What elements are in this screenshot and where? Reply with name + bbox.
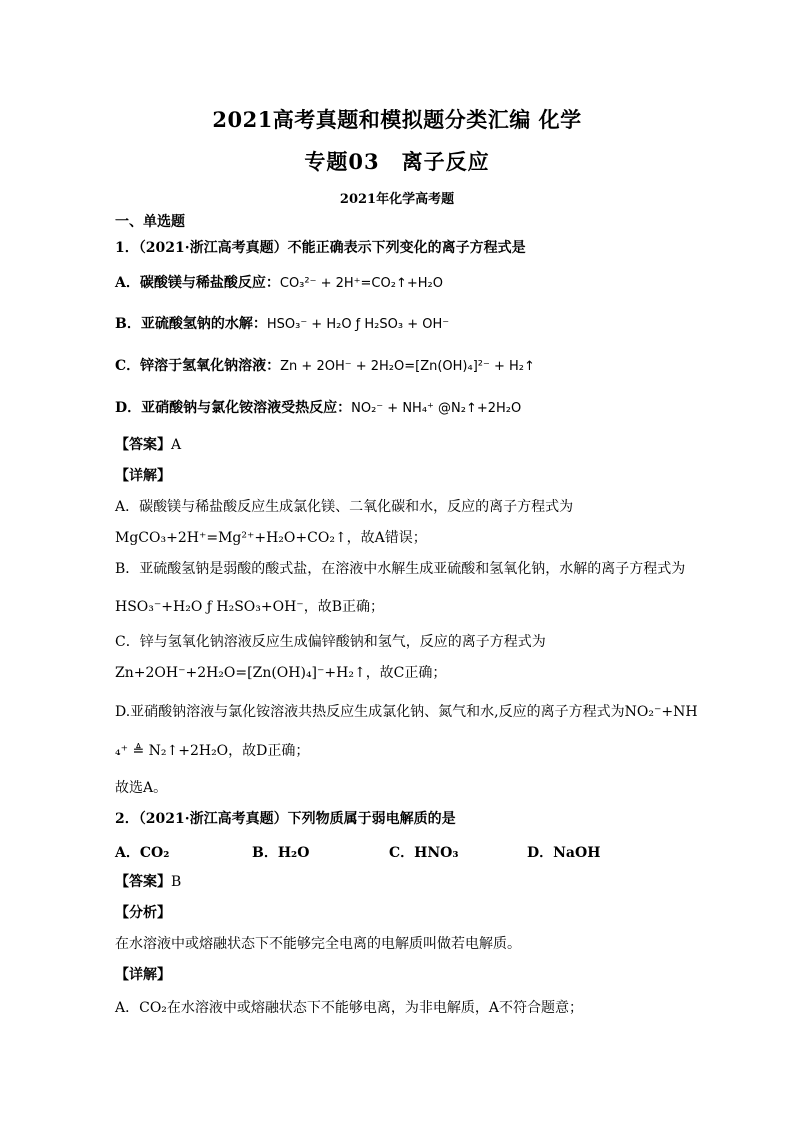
- q2-analysis-tag: 【分析】: [115, 905, 171, 921]
- document-title: 2021高考真题和模拟题分类汇编 化学: [212, 107, 582, 132]
- q2-explain-line-1: A．CO₂在水溶液中或熔融状态下不能够电离，为非电解质，A不符合题意；: [115, 1000, 584, 1016]
- q1-option-c-formula: Zn + 2OH⁻ + 2H₂O=[Zn(OH)₄]²⁻ + H₂↑: [280, 359, 535, 374]
- q2-option-b: B．H₂O: [252, 845, 310, 861]
- q1-option-d: [115, 399, 521, 418]
- section-label: 一、单选题: [115, 214, 185, 230]
- q2-analysis-text: 在水溶液中或熔融状态下不能够完全电离的电解质叫做若电解质。: [115, 936, 521, 952]
- answer-value: A: [171, 437, 182, 453]
- q1-explain-line-8: ₄⁺ ≜ N₂↑+2H₂O，故D正确；: [115, 743, 310, 759]
- q1-explain-line-7: D.亚硝酸钠溶液与氯化铵溶液共热反应生成氯化钠、氮气和水,反应的离子方程式为NO₂⁻+NH: [115, 704, 698, 720]
- q1-explain-line-5: C．锌与氢氧化钠溶液反应生成偏锌酸钠和氢气，反应的离子方程式为: [115, 634, 546, 650]
- answer-value: B: [171, 874, 182, 890]
- section-heading: 2021年化学高考题: [339, 192, 455, 207]
- q1-explain-line-2: MgCO₃+2H⁺=Mg²⁺+H₂O+CO₂↑，故A错误；: [115, 530, 427, 546]
- q1-explain-line-6: Zn+2OH⁻+2H₂O=[Zn(OH)₄]⁻+H₂↑，故C正确；: [115, 665, 447, 681]
- q1-explain-tag: 【详解】: [115, 468, 171, 484]
- q2-option-c: C．HNO₃: [389, 845, 459, 861]
- q1-option-d-formula: NO₂⁻ + NH₄⁺ @N₂↑+2H₂O: [351, 401, 522, 416]
- q2-option-d: D．NaOH: [527, 845, 601, 861]
- q1-answer: [115, 436, 181, 454]
- q1-option-b-formula: HSO₃⁻ + H₂O ƒ H₂SO₃ + OH⁻: [266, 317, 450, 332]
- q1-explain-line-1: A．碳酸镁与稀盐酸反应生成氯化镁、二氧化碳和水，反应的离子方程式为: [115, 499, 574, 515]
- q1-option-b-label: B．亚硫酸氢钠的水解：: [115, 316, 267, 332]
- q2-explain-tag: 【详解】: [115, 967, 171, 983]
- q1-explain-line-3: B．亚硫酸氢钠是弱酸的酸式盐，在溶液中水解生成亚硫酸和氢氧化钠，水解的离子方程式为: [115, 561, 686, 577]
- document-subtitle: 专题03 离子反应: [304, 149, 490, 174]
- q2-option-a: A．CO₂: [115, 845, 170, 861]
- q1-option-d-label: D．亚硝酸钠与氯化铵溶液受热反应：: [115, 400, 352, 416]
- q1-explain-line-9: 故选A。: [115, 780, 168, 796]
- q1-option-a-formula: CO₃²⁻ + 2H⁺=CO₂↑+H₂O: [279, 276, 443, 291]
- q1-option-c-label: C．锌溶于氢氧化钠溶液：: [115, 358, 281, 374]
- q1-stem: 1．（2021·浙江高考真题）不能正确表示下列变化的离子方程式是: [115, 240, 526, 256]
- q1-explain-line-4: HSO₃⁻+H₂O ƒ H₂SO₃+OH⁻，故B正确；: [115, 599, 384, 615]
- q2-answer: [115, 873, 181, 891]
- answer-tag: 【答案】: [115, 874, 171, 890]
- q1-option-c: [115, 357, 535, 376]
- q2-stem: 2．（2021·浙江高考真题）下列物质属于弱电解质的是: [115, 811, 456, 827]
- q1-option-a: [115, 274, 443, 293]
- answer-tag: 【答案】: [115, 437, 171, 453]
- q1-option-b: [115, 315, 449, 334]
- q1-option-a-label: A．碳酸镁与稀盐酸反应：: [115, 275, 280, 291]
